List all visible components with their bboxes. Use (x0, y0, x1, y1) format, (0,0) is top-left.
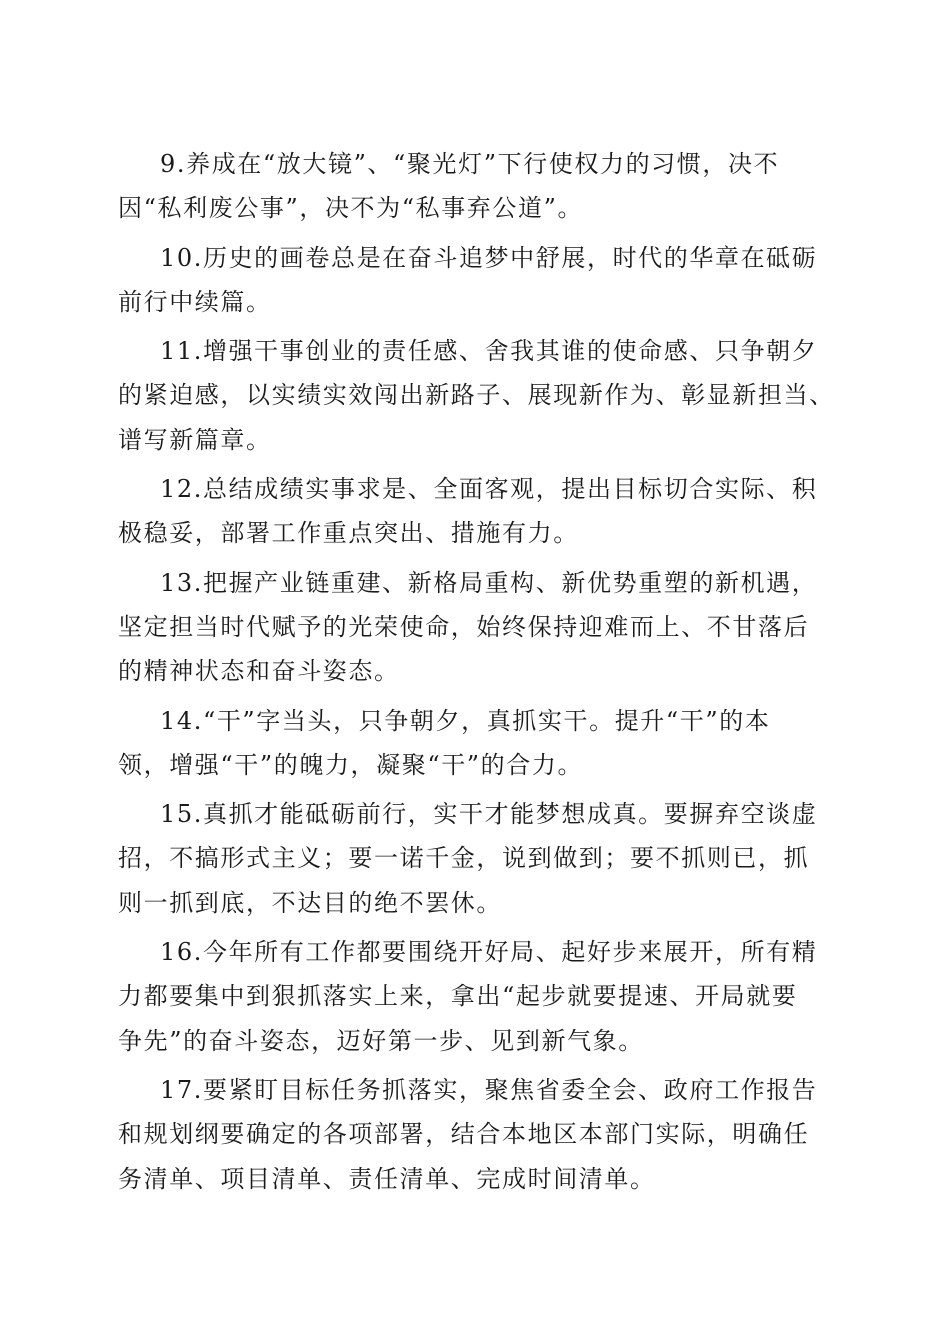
document-body (118, 142, 836, 1206)
paragraph-item-16: 16.今年所有工作都要围绕开好局、起好步来展开，所有精 力都要集中到狠抓落实上来，拿出“起步就要提速、开局就要 争先”的奋斗姿态，迈好第一步、见到新气象。 (118, 938, 818, 1055)
paragraph-item-12: 12.总结成绩实事求是、全面客观，提出目标切合实际、积 极稳妥，部署工作重点突出、措施有力。 (118, 475, 818, 548)
paragraph-item-17: 17.要紧盯目标任务抓落实，聚焦省委全会、政府工作报告 和规划纲要确定的各项部署，结合本地区本部门实际，明确任 务清单、项目清单、责任清单、完成时间清单。 (118, 1075, 818, 1193)
paragraph-item-15: 15.真抓才能砥砺前行，实干才能梦想成真。要摒弃空谈虚 招，不搞形式主义；要一诺千金，说到做到；要不抓则已，抓 则一抓到底，不达目的绝不罢休。 (118, 800, 818, 917)
paragraph-item-9: 9.养成在“放大镜”、“聚光灯”下行使权力的习惯，决不 因“私利废公事”，决不为“私事弃公道”。 (118, 150, 780, 223)
paragraph-item-10: 10.历史的画卷总是在奋斗追梦中舒展，时代的华章在砥砺 前行中续篇。 (118, 243, 818, 316)
paragraph-item-14: 14.“干”字当头，只争朝夕，真抓实干。提升“干”的本 领，增强“干”的魄力，凝聚“干”的合力。 (118, 706, 771, 779)
paragraph-item-11: 11.增强干事创业的责任感、舍我其谁的使命感、只争朝夕 的紧迫感，以实绩实效闯出新路子、展现新作为、彰显新担当、 谱写新篇章。 (118, 337, 835, 454)
paragraph-item-13: 13.把握产业链重建、新格局重构、新优势重塑的新机遇， 坚定担当时代赋予的光荣使命，始终保持迎难而上、不甘落后 的精神状态和奋斗姿态。 (118, 568, 818, 686)
